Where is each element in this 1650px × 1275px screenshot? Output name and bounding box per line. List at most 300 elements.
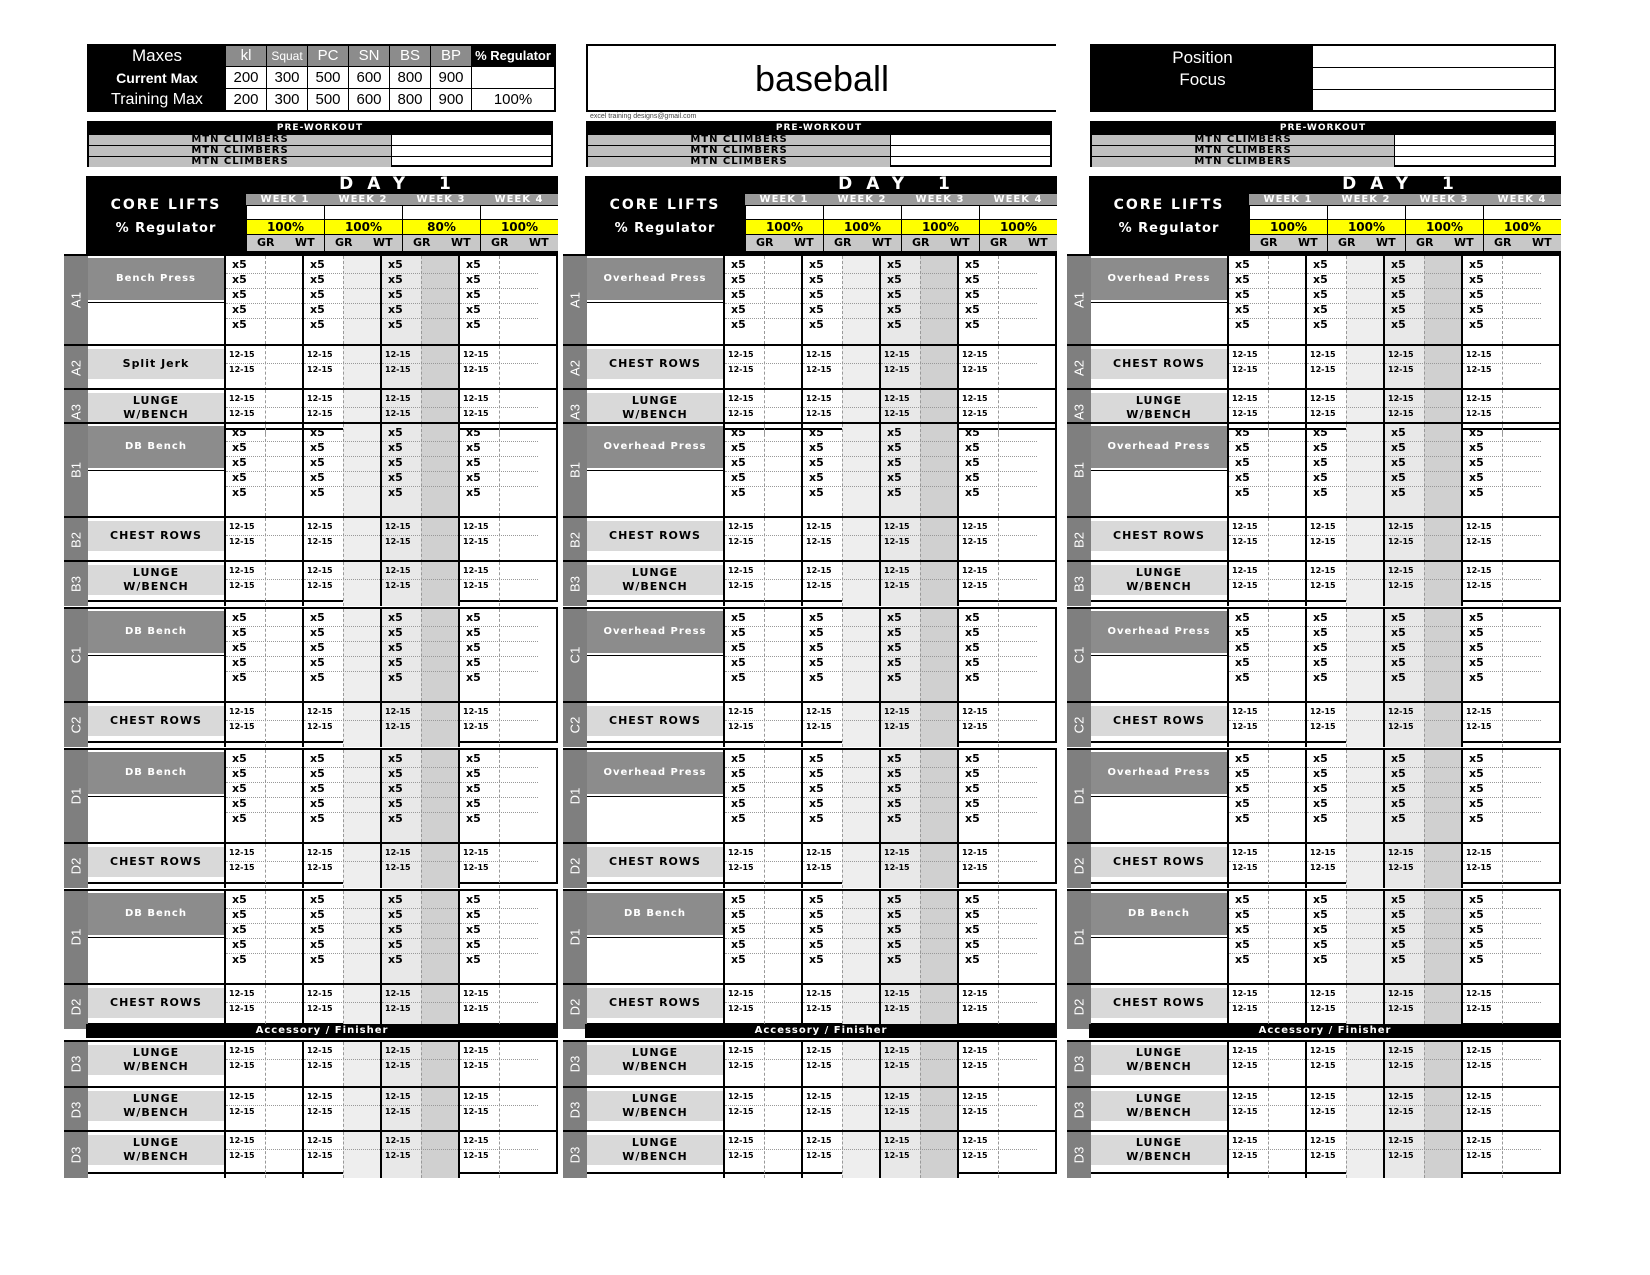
exercise-cell[interactable] (587, 518, 723, 562)
rep-divider (460, 1059, 538, 1060)
weight-cell[interactable] (499, 750, 538, 842)
preworkout-value[interactable] (890, 146, 1050, 156)
exercise-cell[interactable] (587, 703, 723, 747)
week-date-cell[interactable] (901, 206, 979, 219)
exercise-cell[interactable] (1091, 891, 1227, 983)
weight-cell[interactable] (842, 844, 881, 888)
weight-cell[interactable] (343, 891, 382, 983)
week-percent[interactable]: 80% (402, 220, 480, 234)
current-max-value[interactable]: 200 (225, 67, 266, 88)
week-percent[interactable]: 100% (1483, 220, 1561, 234)
exercise-notes[interactable] (1091, 796, 1227, 842)
exercise-notes[interactable] (88, 655, 224, 701)
weight-cell[interactable] (343, 750, 382, 842)
weight-cell[interactable] (998, 518, 1037, 562)
weight-cell[interactable] (343, 1042, 382, 1086)
email-text: excel training designs@gmail.com (590, 113, 697, 120)
weight-cell[interactable] (1346, 1088, 1385, 1132)
weight-cell[interactable] (920, 424, 959, 516)
rep-divider (460, 720, 538, 721)
week-percent[interactable]: 100% (324, 220, 402, 234)
preworkout-value[interactable] (890, 135, 1050, 145)
weight-cell[interactable] (920, 703, 959, 747)
exercise-cell[interactable] (88, 424, 224, 516)
exercise-cell[interactable] (88, 256, 224, 344)
exercise-cell[interactable] (587, 256, 723, 344)
exercise-notes[interactable] (1091, 655, 1227, 701)
weight-cell[interactable] (764, 844, 803, 888)
week-percent[interactable]: 100% (480, 220, 558, 234)
weight-cell[interactable] (842, 750, 881, 842)
weight-cell[interactable] (764, 750, 803, 842)
weight-cell[interactable] (1502, 256, 1541, 344)
exercise-notes[interactable] (587, 470, 723, 516)
weight-cell[interactable] (499, 256, 538, 344)
weight-cell[interactable] (265, 609, 304, 701)
exercise-cell[interactable] (587, 891, 723, 983)
exercise-cell[interactable] (1091, 985, 1227, 1029)
weight-cell[interactable] (343, 424, 382, 516)
exercise-cell[interactable] (88, 1042, 224, 1086)
weight-cell[interactable] (1346, 609, 1385, 701)
weight-cell[interactable] (1424, 891, 1463, 983)
exercise-cell[interactable] (1091, 844, 1227, 888)
weight-cell[interactable] (1424, 562, 1463, 606)
weight-cell[interactable] (842, 1132, 881, 1178)
weight-cell[interactable] (764, 562, 803, 606)
rep-scheme: x5 (466, 908, 481, 921)
weight-cell[interactable] (764, 518, 803, 562)
week-date-cell[interactable] (1405, 206, 1483, 219)
rep-scheme: 12-15 (463, 707, 489, 716)
training-regulator-value[interactable]: 100% (471, 89, 554, 110)
exercise-cell[interactable] (88, 562, 224, 606)
current-max-value[interactable]: 800 (389, 67, 430, 88)
weight-cell[interactable] (920, 562, 959, 606)
week-percent[interactable]: 100% (979, 220, 1057, 234)
week-date-cell[interactable] (823, 206, 901, 219)
exercise-notes[interactable] (587, 796, 723, 842)
weight-cell[interactable] (998, 844, 1037, 888)
weight-cell[interactable] (1268, 750, 1307, 842)
weight-cell[interactable] (1502, 703, 1541, 747)
weight-cell[interactable] (265, 346, 304, 390)
weight-cell[interactable] (1502, 1042, 1541, 1086)
weight-cell[interactable] (998, 1088, 1037, 1132)
weight-cell[interactable] (499, 1042, 538, 1086)
weight-cell[interactable] (265, 562, 304, 606)
weight-cell[interactable] (499, 562, 538, 606)
weight-cell[interactable] (842, 1042, 881, 1086)
exercise-cell[interactable] (1091, 518, 1227, 562)
rep-scheme: 12-15 (962, 863, 988, 872)
week-entry-column (1227, 562, 1305, 606)
weight-cell[interactable] (1268, 1088, 1307, 1132)
weight-cell[interactable] (421, 891, 460, 983)
exercise-cell[interactable] (587, 844, 723, 888)
weight-cell[interactable] (421, 518, 460, 562)
weight-cell[interactable] (343, 346, 382, 390)
weight-cell[interactable] (1346, 750, 1385, 842)
exercise-cell[interactable] (1091, 1132, 1227, 1178)
exercise-cell[interactable] (1091, 256, 1227, 344)
exercise-notes[interactable] (1091, 302, 1227, 344)
weight-cell[interactable] (1346, 1132, 1385, 1178)
rep-divider (725, 953, 803, 954)
max-col-header: PC (307, 46, 348, 66)
weight-cell[interactable] (421, 562, 460, 606)
weight-cell[interactable] (1346, 562, 1385, 606)
exercise-cell[interactable] (88, 609, 224, 701)
weight-cell[interactable] (499, 1132, 538, 1178)
exercise-cell[interactable] (587, 562, 723, 606)
rep-scheme: x5 (809, 767, 824, 780)
training-max-value[interactable]: 300 (266, 89, 307, 110)
weight-cell[interactable] (421, 844, 460, 888)
exercise-cell[interactable] (88, 891, 224, 983)
exercise-cell[interactable] (1091, 609, 1227, 701)
weight-cell[interactable] (1346, 518, 1385, 562)
focus-input[interactable] (1313, 68, 1554, 90)
weight-cell[interactable] (421, 609, 460, 701)
rep-divider (1307, 812, 1385, 813)
weight-cell[interactable] (920, 1042, 959, 1086)
weight-cell[interactable] (1268, 1042, 1307, 1086)
exercise-cell[interactable] (587, 424, 723, 516)
current-max-value[interactable]: 300 (266, 67, 307, 88)
weight-cell[interactable] (499, 844, 538, 888)
training-max-value[interactable]: 200 (225, 89, 266, 110)
weight-cell[interactable] (920, 985, 959, 1029)
weight-cell[interactable] (842, 562, 881, 606)
weight-cell[interactable] (1502, 346, 1541, 390)
current-max-value[interactable]: 900 (430, 67, 471, 88)
rep-scheme: x5 (731, 441, 746, 454)
rep-divider (382, 923, 460, 924)
weight-cell[interactable] (764, 703, 803, 747)
weight-cell[interactable] (421, 1088, 460, 1132)
weight-cell[interactable] (421, 703, 460, 747)
current-regulator-cell[interactable] (471, 67, 554, 88)
rep-scheme: 12-15 (1388, 394, 1414, 403)
exercise-tag-label: B1 (68, 462, 84, 478)
training-max-value[interactable]: 800 (389, 89, 430, 110)
week-date-cell[interactable] (745, 206, 823, 219)
week-date-cell[interactable] (246, 206, 324, 219)
exercise-cell[interactable] (88, 844, 224, 888)
week-percent[interactable]: 100% (1249, 220, 1327, 234)
position-input[interactable] (1313, 46, 1554, 68)
weight-cell[interactable] (998, 703, 1037, 747)
weight-cell[interactable] (499, 518, 538, 562)
weight-cell[interactable] (265, 1088, 304, 1132)
weight-cell[interactable] (1346, 844, 1385, 888)
preworkout-value[interactable] (391, 146, 551, 156)
weight-cell[interactable] (842, 424, 881, 516)
weight-cell[interactable] (1346, 985, 1385, 1029)
exercise-cell[interactable] (587, 985, 723, 1029)
week-entry-column (302, 1042, 380, 1086)
weight-cell[interactable] (499, 703, 538, 747)
exercise-notes[interactable] (88, 302, 224, 344)
weight-cell[interactable] (421, 1132, 460, 1178)
weight-cell[interactable] (998, 609, 1037, 701)
weight-cell[interactable] (842, 609, 881, 701)
weight-cell[interactable] (764, 424, 803, 516)
weight-cell[interactable] (998, 750, 1037, 842)
exercise-cell[interactable] (88, 1088, 224, 1132)
weight-cell[interactable] (1502, 609, 1541, 701)
weight-cell[interactable] (920, 1088, 959, 1132)
week-date-cell[interactable] (480, 206, 558, 219)
weight-cell[interactable] (1346, 424, 1385, 516)
weight-cell[interactable] (920, 844, 959, 888)
weight-cell[interactable] (842, 1088, 881, 1132)
weight-cell[interactable] (920, 750, 959, 842)
weight-cell[interactable] (1424, 1042, 1463, 1086)
weight-cell[interactable] (1268, 891, 1307, 983)
weight-cell[interactable] (1346, 346, 1385, 390)
exercise-cell[interactable] (587, 609, 723, 701)
preworkout-value[interactable] (391, 135, 551, 145)
weight-cell[interactable] (1268, 256, 1307, 344)
weight-cell[interactable] (1502, 1088, 1541, 1132)
weight-cell[interactable] (1424, 518, 1463, 562)
weight-cell[interactable] (421, 256, 460, 344)
weight-cell[interactable] (1346, 256, 1385, 344)
week-date-cell[interactable] (1249, 206, 1327, 219)
weight-cell[interactable] (1268, 518, 1307, 562)
training-max-value[interactable]: 500 (307, 89, 348, 110)
exercise-cell[interactable] (88, 346, 224, 390)
weight-cell[interactable] (265, 844, 304, 888)
exercise-notes[interactable] (88, 796, 224, 842)
exercise-cell[interactable] (1091, 424, 1227, 516)
weight-cell[interactable] (920, 256, 959, 344)
sport-title[interactable]: baseball (754, 58, 890, 99)
weight-cell[interactable] (343, 1088, 382, 1132)
weight-cell[interactable] (499, 424, 538, 516)
weight-cell[interactable] (842, 256, 881, 344)
week-date-cell[interactable] (1327, 206, 1405, 219)
week-percent[interactable]: 100% (246, 220, 324, 234)
weight-cell[interactable] (998, 1042, 1037, 1086)
weight-cell[interactable] (1424, 1132, 1463, 1178)
exercise-cell[interactable] (88, 703, 224, 747)
weight-cell[interactable] (998, 256, 1037, 344)
week-percent[interactable]: 100% (1405, 220, 1483, 234)
current-max-value[interactable]: 600 (348, 67, 389, 88)
weight-cell[interactable] (1502, 750, 1541, 842)
exercise-notes[interactable] (587, 655, 723, 701)
weight-cell[interactable] (920, 1132, 959, 1178)
weight-cell[interactable] (265, 703, 304, 747)
weight-cell[interactable] (1424, 609, 1463, 701)
weight-cell[interactable] (265, 750, 304, 842)
exercise-cell[interactable] (1091, 703, 1227, 747)
weight-cell[interactable] (265, 1132, 304, 1178)
exercise-cell[interactable] (1091, 346, 1227, 390)
weight-cell[interactable] (499, 985, 538, 1029)
weight-cell[interactable] (764, 1132, 803, 1178)
weight-cell[interactable] (764, 346, 803, 390)
weight-cell[interactable] (265, 891, 304, 983)
weight-cell[interactable] (1268, 985, 1307, 1029)
weight-cell[interactable] (343, 518, 382, 562)
weight-cell[interactable] (764, 985, 803, 1029)
exercise-cell[interactable] (1091, 750, 1227, 842)
weight-cell[interactable] (1424, 844, 1463, 888)
weight-cell[interactable] (1268, 346, 1307, 390)
weight-cell[interactable] (1502, 562, 1541, 606)
weight-cell[interactable] (499, 346, 538, 390)
weight-cell[interactable] (1502, 1132, 1541, 1178)
weight-cell[interactable] (499, 891, 538, 983)
week-percent[interactable]: 100% (901, 220, 979, 234)
weight-cell[interactable] (1424, 424, 1463, 516)
weight-cell[interactable] (764, 256, 803, 344)
weight-cell[interactable] (343, 562, 382, 606)
exercise-name: DB Bench (88, 611, 224, 653)
exercise-cell[interactable] (88, 750, 224, 842)
exercise-tag-label: C2 (1071, 716, 1087, 734)
preworkout-value[interactable] (890, 157, 1050, 167)
exercise-cell[interactable] (88, 1132, 224, 1178)
rep-divider (382, 579, 460, 580)
weight-cell[interactable] (920, 609, 959, 701)
exercise-cell[interactable] (587, 1042, 723, 1086)
weight-cell[interactable] (1424, 1088, 1463, 1132)
weight-cell[interactable] (842, 518, 881, 562)
weight-cell[interactable] (1268, 1132, 1307, 1178)
exercise-notes[interactable] (587, 937, 723, 983)
week-percent[interactable]: 100% (823, 220, 901, 234)
rep-scheme: x5 (809, 318, 824, 331)
weight-cell[interactable] (343, 609, 382, 701)
weight-cell[interactable] (842, 891, 881, 983)
preworkout-value[interactable] (1394, 146, 1554, 156)
weight-cell[interactable] (920, 346, 959, 390)
weight-cell[interactable] (1346, 1042, 1385, 1086)
weight-cell[interactable] (1424, 750, 1463, 842)
weight-cell[interactable] (1502, 424, 1541, 516)
weight-cell[interactable] (265, 1042, 304, 1086)
exercise-cell[interactable] (1091, 1042, 1227, 1086)
weight-cell[interactable] (421, 750, 460, 842)
weight-cell[interactable] (1268, 844, 1307, 888)
weight-cell[interactable] (421, 346, 460, 390)
rep-scheme: x5 (388, 303, 403, 316)
exercise-cell[interactable] (88, 985, 224, 1029)
weight-cell[interactable] (1268, 562, 1307, 606)
weight-cell[interactable] (764, 1042, 803, 1086)
exercise-notes[interactable] (1091, 937, 1227, 983)
exercise-block (563, 607, 1057, 743)
weight-cell[interactable] (265, 985, 304, 1029)
weight-cell[interactable] (1346, 891, 1385, 983)
weight-cell[interactable] (1502, 844, 1541, 888)
weight-cell[interactable] (842, 346, 881, 390)
week-percent[interactable]: 100% (745, 220, 823, 234)
week-percent[interactable]: 100% (1327, 220, 1405, 234)
weight-cell[interactable] (1268, 703, 1307, 747)
exercise-notes[interactable] (1091, 470, 1227, 516)
training-max-value[interactable]: 900 (430, 89, 471, 110)
weight-cell[interactable] (343, 985, 382, 1029)
training-max-value[interactable]: 600 (348, 89, 389, 110)
weight-cell[interactable] (421, 985, 460, 1029)
weight-cell[interactable] (265, 424, 304, 516)
exercise-cell[interactable] (587, 1132, 723, 1178)
weight-cell[interactable] (1268, 424, 1307, 516)
exercise-notes[interactable] (587, 302, 723, 344)
weight-cell[interactable] (920, 518, 959, 562)
weight-cell[interactable] (343, 703, 382, 747)
weight-cell[interactable] (998, 562, 1037, 606)
weight-cell[interactable] (1424, 256, 1463, 344)
exercise-cell[interactable] (1091, 1088, 1227, 1132)
rep-scheme: 12-15 (806, 1061, 832, 1070)
weight-cell[interactable] (421, 424, 460, 516)
preworkout-value[interactable] (391, 157, 551, 167)
week-date-cell[interactable] (1483, 206, 1561, 219)
exercise-cell[interactable] (88, 518, 224, 562)
week-date-cell[interactable] (324, 206, 402, 219)
weight-cell[interactable] (998, 346, 1037, 390)
preworkout-item: MTN CLIMBERS (89, 157, 391, 167)
exercise-cell[interactable] (587, 750, 723, 842)
exercise-cell[interactable] (1091, 562, 1227, 606)
weight-cell[interactable] (1502, 985, 1541, 1029)
weight-cell[interactable] (764, 1088, 803, 1132)
weight-cell[interactable] (764, 891, 803, 983)
weight-cell[interactable] (499, 1088, 538, 1132)
exercise-cell[interactable] (587, 1088, 723, 1132)
weight-cell[interactable] (1502, 891, 1541, 983)
week-date-cell[interactable] (402, 206, 480, 219)
preworkout-item: MTN CLIMBERS (1092, 157, 1394, 167)
weight-cell[interactable] (1502, 518, 1541, 562)
weight-cell[interactable] (920, 891, 959, 983)
weight-cell[interactable] (998, 424, 1037, 516)
weight-cell[interactable] (1268, 609, 1307, 701)
preworkout-value[interactable] (1394, 157, 1554, 167)
weight-cell[interactable] (998, 891, 1037, 983)
weight-cell[interactable] (842, 703, 881, 747)
weight-cell[interactable] (998, 985, 1037, 1029)
weight-cell[interactable] (1346, 703, 1385, 747)
weight-cell[interactable] (343, 844, 382, 888)
exercise-notes[interactable] (88, 937, 224, 983)
weight-cell[interactable] (1424, 985, 1463, 1029)
preworkout-value[interactable] (1394, 135, 1554, 145)
weight-cell[interactable] (998, 1132, 1037, 1178)
weight-cell[interactable] (499, 609, 538, 701)
weight-cell[interactable] (1424, 703, 1463, 747)
weight-cell[interactable] (343, 256, 382, 344)
weight-cell[interactable] (1424, 346, 1463, 390)
week-date-cell[interactable] (979, 206, 1057, 219)
exercise-cell[interactable] (587, 346, 723, 390)
weight-cell[interactable] (265, 256, 304, 344)
current-max-value[interactable]: 500 (307, 67, 348, 88)
weight-cell[interactable] (842, 985, 881, 1029)
weight-cell[interactable] (421, 1042, 460, 1086)
weight-cell[interactable] (343, 1132, 382, 1178)
exercise-notes[interactable] (88, 470, 224, 516)
weight-cell[interactable] (265, 518, 304, 562)
weight-cell[interactable] (764, 609, 803, 701)
